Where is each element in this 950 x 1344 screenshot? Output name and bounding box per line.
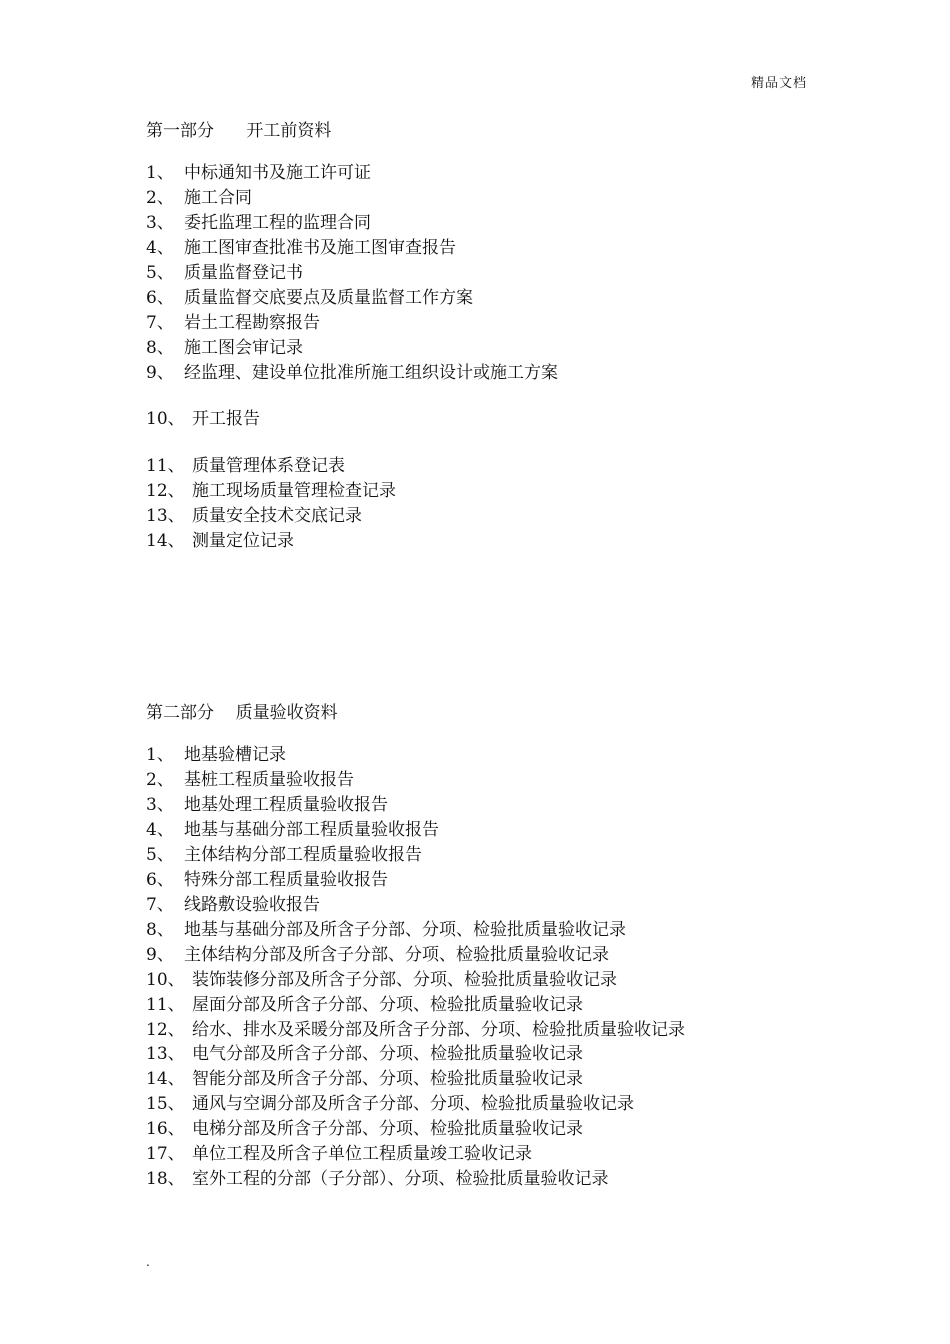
list-item [146, 1117, 583, 1142]
list-item [146, 768, 354, 793]
item-text: 施工图审查批准书及施工图审查报告 [184, 238, 456, 258]
item-text: 特殊分部工程质量验收报告 [184, 870, 388, 890]
list-item [146, 818, 439, 843]
list-item [146, 504, 362, 529]
list-item [146, 454, 345, 479]
item-number: 2、 [146, 770, 174, 790]
item-number: 13、 [146, 506, 185, 526]
item-number: 15、 [146, 1094, 185, 1114]
item-number: 8、 [146, 338, 174, 358]
list-item [146, 529, 294, 554]
list-item [146, 311, 320, 336]
item-number: 16、 [146, 1119, 185, 1139]
item-text: 地基与基础分部及所含子分部、分项、检验批质量验收记录 [184, 920, 626, 940]
list-item [146, 236, 456, 261]
item-text: 施工现场质量管理检查记录 [192, 481, 396, 501]
item-number: 10、 [146, 409, 185, 429]
header-watermark: 精品文档 [750, 76, 807, 91]
item-text: 委托监理工程的监理合同 [184, 213, 371, 233]
item-number: 18、 [146, 1169, 185, 1189]
item-text: 地基与基础分部工程质量验收报告 [184, 820, 439, 840]
item-text: 岩土工程勘察报告 [184, 313, 320, 333]
item-text: 质量监督交底要点及质量监督工作方案 [184, 288, 473, 308]
list-item [146, 893, 320, 918]
part2-title: 第二部分 质量验收资料 [146, 703, 338, 723]
item-number: 4、 [146, 238, 174, 258]
item-number: 7、 [146, 313, 174, 333]
list-item [146, 993, 583, 1018]
item-text: 装饰装修分部及所含子分部、分项、检验批质量验收记录 [192, 970, 617, 990]
list-item [146, 407, 260, 432]
part1-title: 第一部分 开工前资料 [146, 121, 332, 141]
item-text: 地基处理工程质量验收报告 [184, 795, 388, 815]
list-item [146, 286, 473, 311]
item-number: 17、 [146, 1144, 185, 1164]
item-text: 质量安全技术交底记录 [192, 506, 362, 526]
item-number: 11、 [146, 995, 185, 1015]
item-number: 7、 [146, 895, 174, 915]
item-number: 10、 [146, 970, 185, 990]
item-number: 11、 [146, 456, 185, 476]
item-text: 屋面分部及所含子分部、分项、检验批质量验收记录 [192, 995, 583, 1015]
item-text: 开工报告 [192, 409, 260, 429]
list-item [146, 161, 371, 186]
list-item [146, 743, 286, 768]
item-text: 电气分部及所含子分部、分项、检验批质量验收记录 [192, 1044, 583, 1064]
item-number: 5、 [146, 263, 174, 283]
list-item [146, 793, 388, 818]
item-text: 电梯分部及所含子分部、分项、检验批质量验收记录 [192, 1119, 583, 1139]
item-number: 8、 [146, 920, 174, 940]
item-text: 地基验槽记录 [184, 745, 286, 765]
list-item [146, 868, 388, 893]
list-item [146, 361, 558, 386]
item-number: 12、 [146, 1020, 185, 1040]
item-number: 3、 [146, 213, 174, 233]
item-text: 经监理、建设单位批准所施工组织设计或施工方案 [184, 363, 558, 383]
list-item [146, 479, 396, 504]
item-number: 5、 [146, 845, 174, 865]
item-number: 6、 [146, 870, 174, 890]
item-text: 线路敷设验收报告 [184, 895, 320, 915]
item-text: 质量监督登记书 [184, 263, 303, 283]
item-text: 智能分部及所含子分部、分项、检验批质量验收记录 [192, 1069, 583, 1089]
item-text: 质量管理体系登记表 [192, 456, 345, 476]
item-text: 中标通知书及施工许可证 [184, 163, 371, 183]
list-item [146, 1042, 583, 1067]
item-text: 测量定位记录 [192, 531, 294, 551]
list-item [146, 261, 303, 286]
item-text: 主体结构分部工程质量验收报告 [184, 845, 422, 865]
list-item [146, 186, 252, 211]
item-text: 单位工程及所含子单位工程质量竣工验收记录 [192, 1144, 532, 1164]
item-text: 主体结构分部及所含子分部、分项、检验批质量验收记录 [184, 945, 609, 965]
item-number: 2、 [146, 188, 174, 208]
item-number: 13、 [146, 1044, 185, 1064]
list-item [146, 1167, 609, 1192]
list-item [146, 918, 626, 943]
item-number: 9、 [146, 945, 174, 965]
item-number: 1、 [146, 745, 174, 765]
list-item [146, 211, 371, 236]
list-item [146, 1092, 634, 1117]
list-item [146, 1018, 685, 1043]
list-item [146, 1142, 532, 1167]
item-number: 14、 [146, 1069, 185, 1089]
item-number: 9、 [146, 363, 174, 383]
list-item [146, 968, 617, 993]
footer-mark: . [146, 1255, 150, 1269]
item-text: 给水、排水及采暖分部及所含子分部、分项、检验批质量验收记录 [192, 1020, 685, 1040]
item-text: 室外工程的分部（子分部）、分项、检验批质量验收记录 [192, 1169, 609, 1189]
item-text: 施工图会审记录 [184, 338, 303, 358]
item-number: 3、 [146, 795, 174, 815]
list-item [146, 943, 609, 968]
list-item [146, 336, 303, 361]
list-item [146, 1067, 583, 1092]
item-number: 6、 [146, 288, 174, 308]
item-number: 12、 [146, 481, 185, 501]
item-number: 1、 [146, 163, 174, 183]
list-item [146, 843, 422, 868]
item-number: 4、 [146, 820, 174, 840]
item-number: 14、 [146, 531, 185, 551]
item-text: 通风与空调分部及所含子分部、分项、检验批质量验收记录 [192, 1094, 634, 1114]
item-text: 施工合同 [184, 188, 252, 208]
item-text: 基桩工程质量验收报告 [184, 770, 354, 790]
